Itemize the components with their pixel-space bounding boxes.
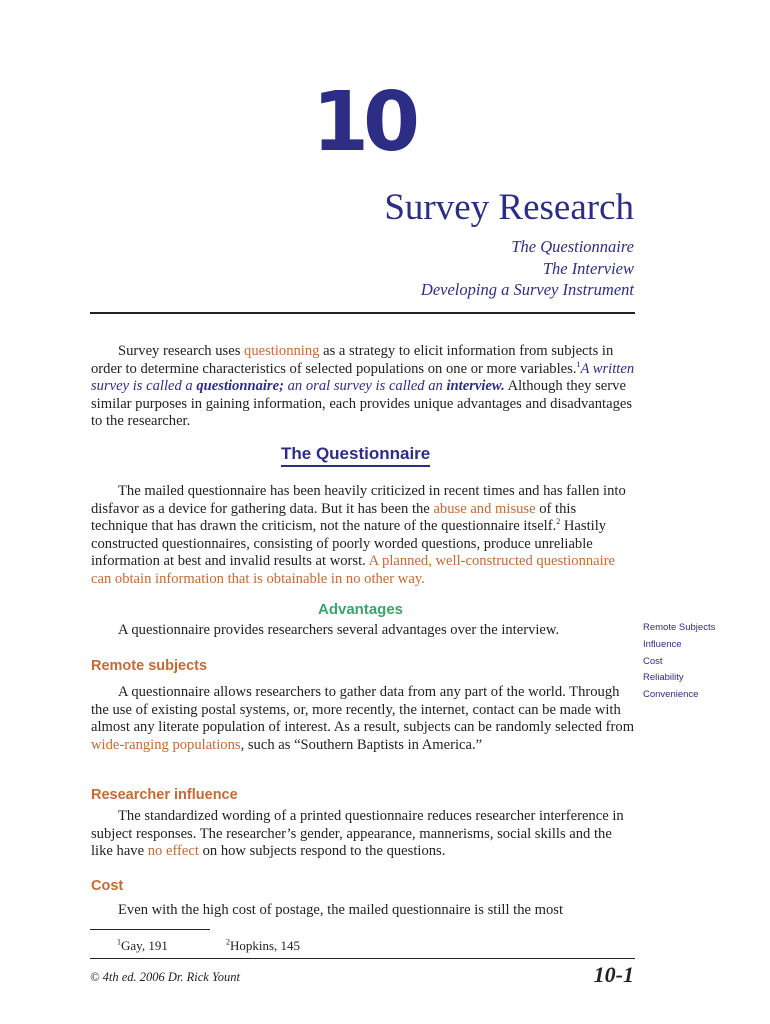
highlight-wide-ranging: wide-ranging populations (91, 736, 241, 753)
chapter-number: 10 (312, 75, 415, 170)
remote-paragraph: A questionnaire allows researchers to gather data from any part of the world. Through the use of existing postal systems, or, more recently, the internet, contact can be made with almost any literate population of interest. As a result, subjects can be randomly selected from wide-ranging populations, such as “Southern Baptists in America.” (91, 684, 635, 753)
margin-notes (643, 620, 715, 704)
subsection-heading-advantages: Advantages (318, 601, 404, 618)
margin-note: Influence (643, 638, 682, 650)
footnote-ref: 2 (556, 517, 561, 527)
influence-paragraph: The standardized wording of a printed questionnaire reduces researcher interference in subject responses. The researcher’s gender, appearance, mannerisms, social skills and the like have no effect on how subjects respond to the questions. (91, 808, 624, 860)
subtitle-instrument: Developing a Survey Instrument (420, 280, 634, 299)
cost-paragraph: Even with the high cost of postage, the mailed questionnaire is still the most (118, 902, 564, 918)
page-number: 10-1 (593, 962, 634, 987)
footnote-1: $^1$Gay, 191 (117, 937, 168, 953)
heading-cost: Cost (91, 878, 124, 894)
intro-text: as a strategy to elicit information from subjects in order to determine characteristics of selected populations on one or more variables. (91, 343, 614, 377)
advantages-paragraph: A questionnaire provides researchers several advantages over the interview. (118, 622, 560, 638)
footnote-ref: 1 (576, 359, 581, 369)
questionnaire-paragraph: The mailed questionnaire has been heavily criticized in recent times and has fallen into disfavor as a device for gathering data. But it has been the abuse and misuse of this technique that has drawn the criticism, not the nature of the questionnaire itself.$^2$ Hastily constructed questionnaires, consisting of poorly worded questions, produce unreliable information at best and invalid results at worst. A planned, well-constructed questionnaire can obtain information that is obtainable in no other way. (91, 483, 626, 587)
heading-researcher-influence: Researcher influence (91, 787, 238, 803)
margin-note: Remote Subjects (643, 622, 716, 633)
chapter-subtitles (421, 236, 634, 301)
intro-text: Survey research uses (118, 343, 245, 359)
footnote-2: $^2$Hopkins, 145 (226, 937, 301, 953)
margin-note: Cost (643, 655, 663, 667)
footer-rule (90, 958, 635, 959)
copyright: © 4th ed. 2006 Dr. Rick Yount (90, 970, 241, 984)
margin-note: Convenience (643, 689, 699, 701)
highlight-abuse: abuse and misuse (433, 500, 536, 517)
intro-italic: A written survey is called a questionnaire; an oral survey is called an interview. (91, 360, 635, 395)
footnote-rule (90, 929, 210, 930)
heading-remote-subjects: Remote subjects (91, 658, 208, 674)
highlight-no-effect: no effect (147, 843, 199, 860)
section-heading-questionnaire: The Questionnaire (281, 443, 430, 467)
margin-note: Reliability (643, 672, 684, 684)
highlight-planned: A planned, well-constructed questionnaire can obtain information that is obtainable in no other way. (91, 553, 616, 587)
intro-text: Although they serve similar purposes in gaining information, each provides unique advantages and disadvantages to the researcher. (91, 378, 633, 430)
header-rule (90, 312, 635, 314)
subtitle-interview: The Interview (542, 258, 634, 278)
intro-paragraph (91, 343, 636, 431)
chapter-title: Survey Research (384, 187, 634, 228)
subtitle-questionnaire: The Questionnaire (511, 237, 634, 256)
highlight-questionning: questionning (244, 343, 320, 359)
